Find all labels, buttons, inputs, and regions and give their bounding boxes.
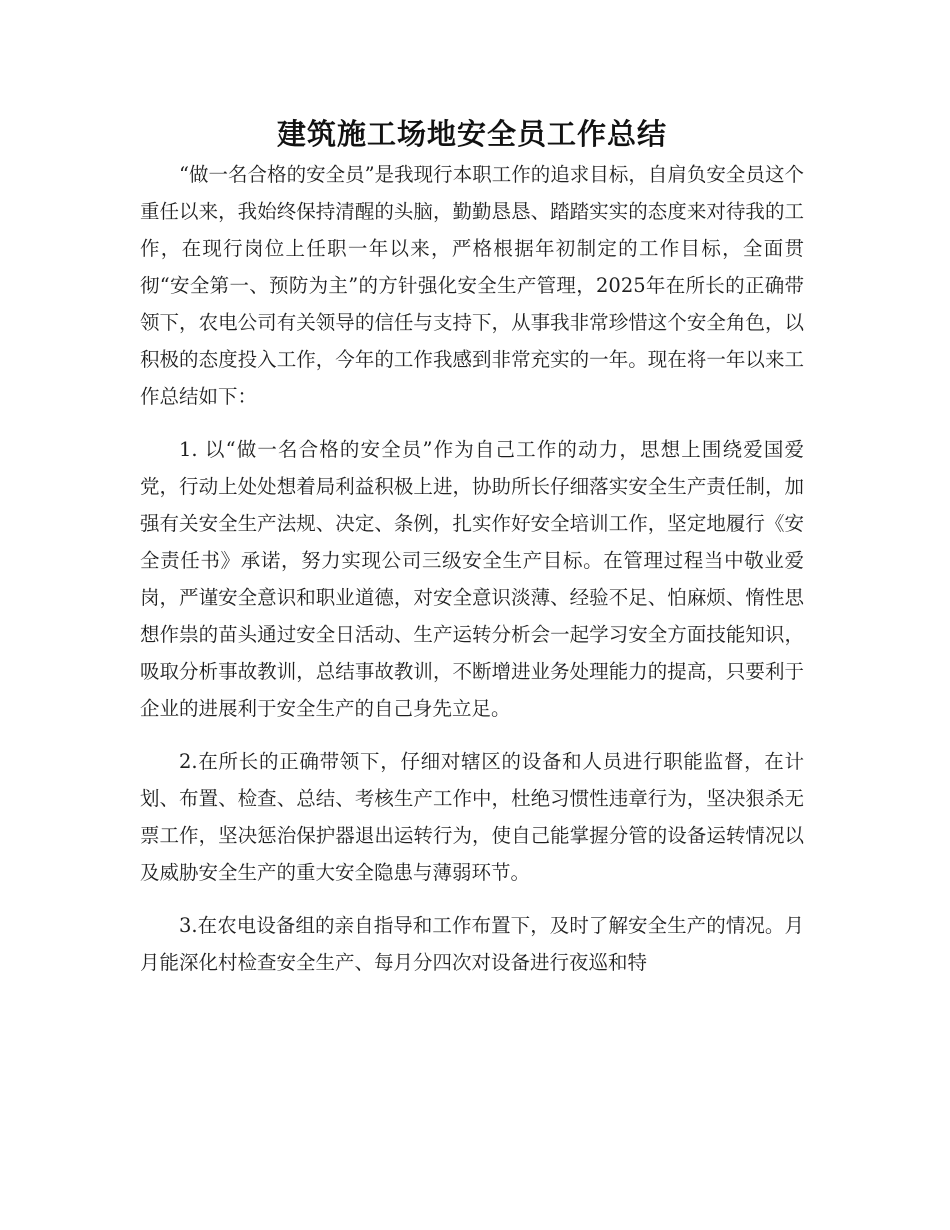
document-page [140,112,804,981]
paragraph-item-1: 1. 以“做一名合格的安全员”作为自己工作的动力，思想上围绕爱国爱党，行动上处处想着局利益积极上进，协助所长仔细落实安全生产责任制，加强有关安全生产法规、决定、条例，扎实作好安全培训工作，坚定地履行《安全责任书》承诺，努力实现公司三级安全生产目标。在管理过程当中敬业爱岗，严谨安全意识和职业道德，对安全意识淡薄、经验不足、怕麻烦、惰性思想作祟的苗头通过安全日活动、生产运转分析会一起学习安全方面技能知识，吸取分析事故教训，总结事故教训，不断增进业务处理能力的提高，只要利于企业的进展利于安全生产的自己身先立足。 [140,438,804,720]
paragraph-intro: “做一名合格的安全员”是我现行本职工作的追求目标，自肩负安全员这个重任以来，我始终保持清醒的头脑，勤勤恳恳、踏踏实实的态度来对待我的工作，在现行岗位上任职一年以来，严格根据年初制定的工作目标，全面贯彻“安全第一、预防为主”的方针强化安全生产管理，2025年在所长的正确带领下，农电公司有关领导的信任与支持下，从事我非常珍惜这个安全角色，以积极的态度投入工作，今年的工作我感到非常充实的一年。现在将一年以来工作总结如下： [140,163,804,408]
paragraph-item-2: 2.在所长的正确带领下，仔细对辖区的设备和人员进行职能监督，在计划、布置、检查、总结、考核生产工作中，杜绝习惯性违章行为，坚决狠杀无票工作，坚决惩治保护器退出运转行为，使自己能掌握分管的设备运转情况以及威胁安全生产的重大安全隐患与薄弱环节。 [140,750,804,884]
document-title: 建筑施工场地安全员工作总结 [276,117,667,151]
paragraph-item-3: 3.在农电设备组的亲自指导和工作布置下，及时了解安全生产的情况。月月能深化村检查安全生产、每月分四次对设备进行夜巡和特 [140,914,804,974]
